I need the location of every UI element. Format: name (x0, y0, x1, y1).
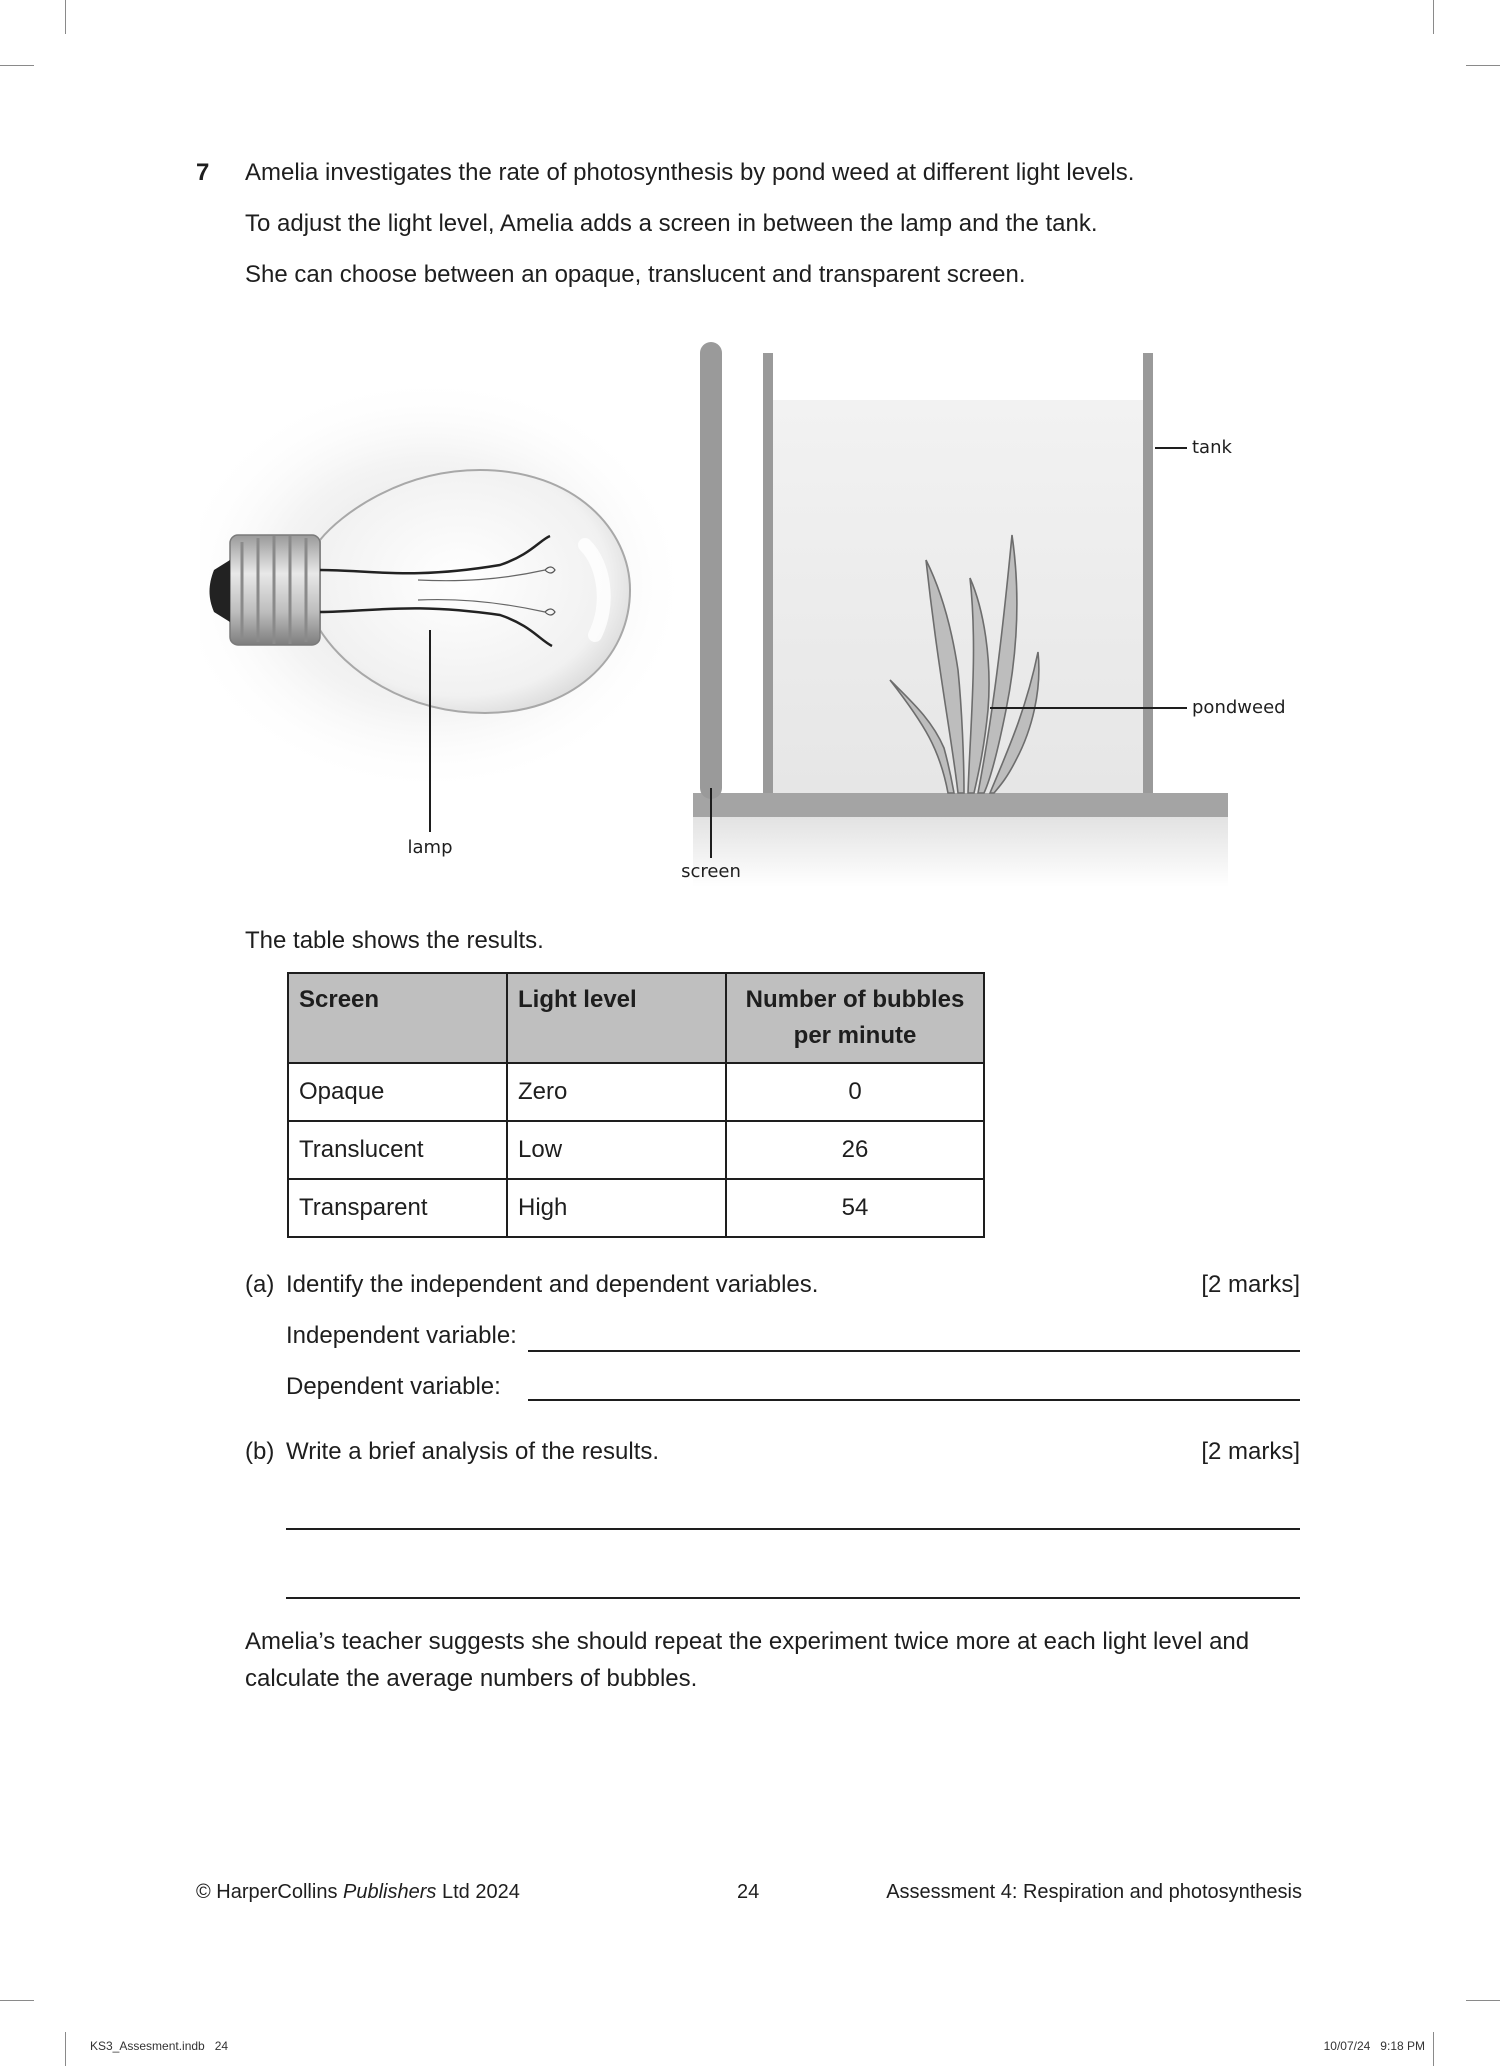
lamp-bulb-icon (200, 375, 690, 795)
table-cell: Low (507, 1121, 726, 1179)
column-header: Screen (288, 973, 507, 1063)
column-header: Light level (507, 973, 726, 1063)
intro-line: Amelia investigates the rate of photosynthesis by pond weed at different light levels. (245, 159, 1135, 186)
crop-mark (1466, 2000, 1500, 2001)
pondweed-label: pondweed (1192, 697, 1286, 718)
table-cell: 26 (726, 1121, 984, 1179)
part-b-question: Write a brief analysis of the results. (286, 1438, 660, 1465)
crop-mark (0, 2000, 34, 2001)
tank-wall-right (1143, 353, 1153, 793)
crop-mark (1466, 65, 1500, 66)
intro-line: To adjust the light level, Amelia adds a screen in between the lamp and the tank. (245, 210, 1098, 237)
part-a-marks: [2 marks] (1201, 1271, 1300, 1298)
table-row (288, 1179, 984, 1237)
lamp-label: lamp (407, 836, 453, 858)
results-intro: The table shows the results. (245, 927, 544, 954)
table-cell: Zero (507, 1063, 726, 1121)
part-b-label: (b) (245, 1438, 275, 1465)
table-cell: Translucent (288, 1121, 507, 1179)
screen-label: screen (681, 860, 741, 882)
part-a-question: Identify the independent and dependent variables. (286, 1271, 819, 1298)
crop-mark (65, 0, 66, 34)
crop-mark (1433, 2032, 1434, 2066)
crop-mark (1433, 0, 1434, 34)
intro-line: She can choose between an opaque, translucent and transparent screen. (245, 261, 1026, 288)
bench (693, 793, 1228, 817)
table-cell: Transparent (288, 1179, 507, 1237)
screen-panel (700, 342, 722, 799)
footer-section-title: Assessment 4: Respiration and photosynthesis (886, 1881, 1302, 1903)
dependent-variable-answer-line[interactable] (528, 1399, 1300, 1401)
crop-mark (65, 2032, 66, 2066)
table-cell: 54 (726, 1179, 984, 1237)
copyright-prefix: © HarperCollins (196, 1881, 344, 1903)
table-row (288, 1063, 984, 1121)
slug-timestamp: 10/07/24 9:18 PM (1323, 2039, 1425, 2053)
tank-wall-left (763, 353, 773, 793)
table-cell: High (507, 1179, 726, 1237)
table-cell: 0 (726, 1063, 984, 1121)
copyright-publishers: Publishers (343, 1881, 437, 1903)
part-b-marks: [2 marks] (1201, 1438, 1300, 1465)
experiment-diagram (200, 330, 1300, 890)
bench-shadow (693, 817, 1228, 887)
footer-copyright (196, 1879, 520, 1905)
tank-label: tank (1192, 437, 1232, 458)
analysis-answer-line[interactable] (286, 1528, 1300, 1530)
page-number: 24 (737, 1881, 760, 1903)
crop-mark (0, 65, 34, 66)
table-row (288, 1121, 984, 1179)
column-header: Number of bubbles per minute (726, 973, 984, 1063)
table-cell: Opaque (288, 1063, 507, 1121)
results-table (287, 972, 985, 1238)
independent-variable-answer-line[interactable] (528, 1350, 1300, 1352)
table-header-row (288, 973, 984, 1063)
teacher-note: Amelia’s teacher suggests she should repeat the experiment twice more at each light level and calculate the average numbers of bubbles. (245, 1628, 1250, 1692)
dependent-variable-label: Dependent variable: (286, 1373, 501, 1400)
independent-variable-label: Independent variable: (286, 1322, 517, 1349)
analysis-answer-line[interactable] (286, 1597, 1300, 1599)
part-a-label: (a) (245, 1271, 275, 1298)
slug-filename: KS3_Assesment.indb 24 (90, 2039, 229, 2053)
question-number: 7 (196, 159, 210, 186)
copyright-suffix: Ltd 2024 (436, 1881, 520, 1903)
